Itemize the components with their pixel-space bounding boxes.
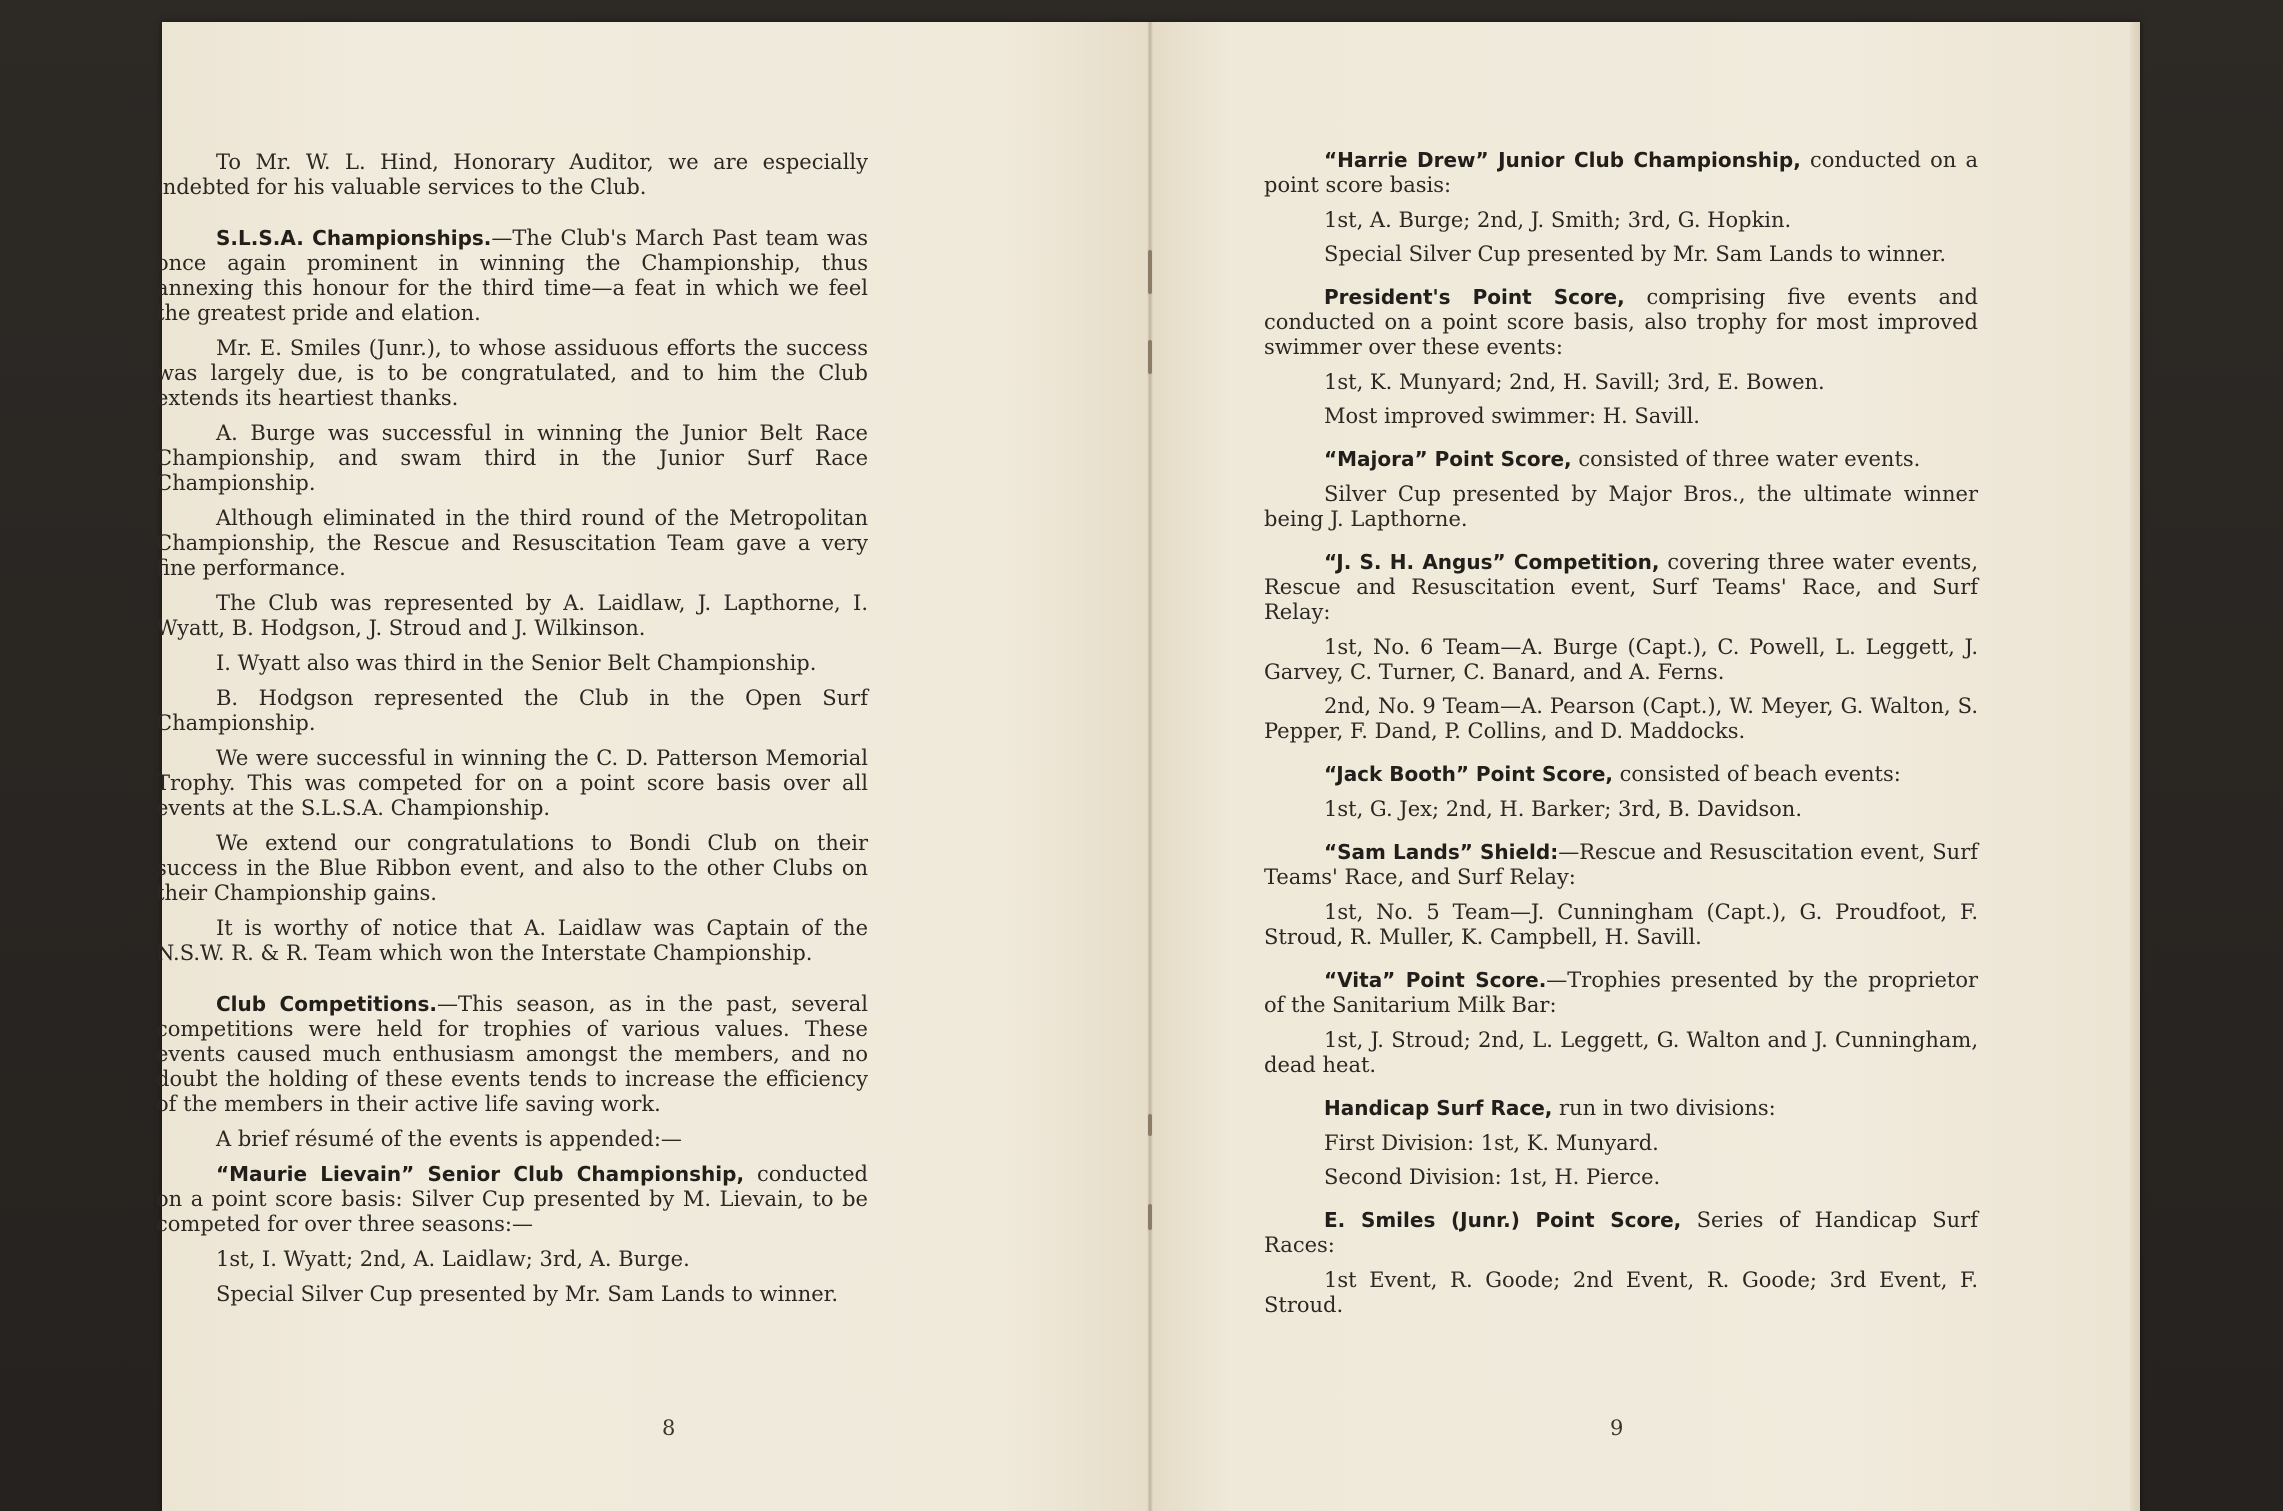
- paragraph: Club Competitions.—This season, as in the past, several competitions were held for trophies of various values. These events caused much enthusiasm amongst the members, and no doubt the holding of these events tends to increase the efficiency of the members in their active life saving work.: [156, 992, 868, 1116]
- competition-heading: E. Smiles (Junr.) Point Score,: [1324, 1208, 1682, 1232]
- staple-bottom: [1148, 1204, 1152, 1230]
- page-number-right: 9: [1610, 1416, 1624, 1440]
- staple-mid: [1148, 340, 1152, 374]
- paragraph: Special Silver Cup presented by Mr. Sam Lands to winner.: [1324, 242, 1947, 266]
- paragraph: Mr. E. Smiles (Junr.), to whose assiduous efforts the success was largely due, is to be congratulated, and to him the Club extends its heartiest thanks.: [156, 336, 868, 410]
- paragraph: It is worthy of notice that A. Laidlaw was Captain of the N.S.W. R. & R. Team which won the Interstate Championship.: [156, 916, 868, 965]
- paragraph: To Mr. W. L. Hind, Honorary Auditor, we are especially indebted for his valuable services to the Club.: [156, 150, 868, 199]
- paragraph: “Harrie Drew” Junior Club Championship, conducted on a point score basis:: [1264, 148, 1978, 197]
- paragraph: 2nd, No. 9 Team—A. Pearson (Capt.), W. Meyer, G. Walton, S. Pepper, F. Dand, P. Collins, and D. Maddocks.: [1264, 694, 1978, 743]
- competition-heading: “Vita” Point Score.: [1324, 968, 1547, 992]
- competition-heading: “Harrie Drew” Junior Club Championship,: [1324, 148, 1801, 172]
- paragraph: 1st, No. 5 Team—J. Cunningham (Capt.), G. Proudfoot, F. Stroud, R. Muller, K. Campbell, H. Savill.: [1264, 900, 1978, 949]
- page-edge: [2130, 22, 2140, 1511]
- section-heading: Club Competitions.: [216, 992, 438, 1016]
- paragraph: Special Silver Cup presented by Mr. Sam Lands to winner.: [216, 1282, 839, 1306]
- paragraph: 1st, I. Wyatt; 2nd, A. Laidlaw; 3rd, A. Burge.: [216, 1247, 690, 1271]
- binding-gutter: [1147, 22, 1153, 1511]
- paragraph: 1st, A. Burge; 2nd, J. Smith; 3rd, G. Hopkin.: [1324, 208, 1792, 232]
- paragraph: S.L.S.A. Championships.—The Club's March Past team was once again prominent in winning the Championship, thus annexing this honour for the third time—a feat in which we feel the greatest pride and elation.: [156, 226, 868, 325]
- paragraph: President's Point Score, comprising five events and conducted on a point score basis, also trophy for most improved swimmer over these events:: [1264, 285, 1978, 359]
- paragraph: “Majora” Point Score, consisted of three water events.: [1324, 447, 1921, 471]
- paragraph: B. Hodgson represented the Club in the Open Surf Championship.: [156, 686, 868, 735]
- page-number-left: 8: [662, 1416, 676, 1440]
- paragraph: 1st Event, R. Goode; 2nd Event, R. Goode; 3rd Event, F. Stroud.: [1264, 1268, 1978, 1317]
- left-page-text: [156, 150, 868, 1317]
- paragraph: Silver Cup presented by Major Bros., the ultimate winner being J. Lapthorne.: [1264, 482, 1978, 531]
- competition-heading: “Jack Booth” Point Score,: [1324, 762, 1613, 786]
- paragraph: E. Smiles (Junr.) Point Score, Series of Handicap Surf Races:: [1264, 1208, 1978, 1257]
- paragraph: “Jack Booth” Point Score, consisted of beach events:: [1324, 762, 1901, 786]
- paragraph: Although eliminated in the third round of the Metropolitan Championship, the Rescue and Resuscitation Team gave a very fine performance.: [156, 506, 868, 580]
- paragraph: Most improved swimmer: H. Savill.: [1324, 404, 1700, 428]
- paragraph: “Vita” Point Score.—Trophies presented by the proprietor of the Sanitarium Milk Bar:: [1264, 968, 1978, 1017]
- paragraph: The Club was represented by A. Laidlaw, J. Lapthorne, I. Wyatt, B. Hodgson, J. Stroud and J. Wilkinson.: [156, 591, 868, 640]
- paragraph: We extend our congratulations to Bondi Club on their success in the Blue Ribbon event, and also to the other Clubs on their Championship gains.: [156, 831, 868, 905]
- paragraph: “Maurie Lievain” Senior Club Championship, conducted on a point score basis: Silver Cup presented by M. Lievain, to be competed for over three seasons:—: [156, 1162, 868, 1236]
- paragraph: We were successful in winning the C. D. Patterson Memorial Trophy. This was competed for on a point score basis over all events at the S.L.S.A. Championship.: [156, 746, 868, 820]
- paragraph: “Sam Lands” Shield:—Rescue and Resuscitation event, Surf Teams' Race, and Surf Relay:: [1264, 840, 1978, 889]
- competition-heading: President's Point Score,: [1324, 285, 1625, 309]
- competition-heading: “Majora” Point Score,: [1324, 447, 1572, 471]
- paragraph: “J. S. H. Angus” Competition, covering three water events, Rescue and Resuscitation event, Surf Teams' Race, and Surf Relay:: [1264, 550, 1979, 624]
- paragraph: 1st, No. 6 Team—A. Burge (Capt.), C. Powell, L. Leggett, J. Garvey, C. Turner, C. Banard, and A. Ferns.: [1264, 635, 1978, 684]
- section-heading: S.L.S.A. Championships.: [216, 226, 492, 250]
- competition-heading: Handicap Surf Race,: [1324, 1096, 1553, 1120]
- paragraph: I. Wyatt also was third in the Senior Belt Championship.: [216, 651, 817, 675]
- paragraph: Handicap Surf Race, run in two divisions:: [1324, 1096, 1776, 1120]
- competition-heading: “Sam Lands” Shield:: [1324, 840, 1559, 864]
- paragraph: 1st, G. Jex; 2nd, H. Barker; 3rd, B. Davidson.: [1324, 797, 1802, 821]
- competition-heading: “Maurie Lievain” Senior Club Championship,: [216, 1162, 745, 1186]
- paragraph: A brief résumé of the events is appended:—: [216, 1127, 682, 1151]
- staple-top: [1148, 250, 1152, 294]
- paragraph: A. Burge was successful in winning the Junior Belt Race Championship, and swam third in the Junior Surf Race Championship.: [156, 421, 868, 495]
- paragraph: 1st, J. Stroud; 2nd, L. Leggett, G. Walton and J. Cunningham, dead heat.: [1264, 1028, 1978, 1077]
- paragraph: 1st, K. Munyard; 2nd, H. Savill; 3rd, E. Bowen.: [1324, 370, 1825, 394]
- right-page-text: [1264, 148, 1978, 1328]
- competition-heading: “J. S. H. Angus” Competition,: [1324, 550, 1660, 574]
- paragraph: First Division: 1st, K. Munyard.: [1324, 1131, 1659, 1155]
- paragraph: Second Division: 1st, H. Pierce.: [1324, 1165, 1661, 1189]
- staple-lower: [1148, 1114, 1152, 1136]
